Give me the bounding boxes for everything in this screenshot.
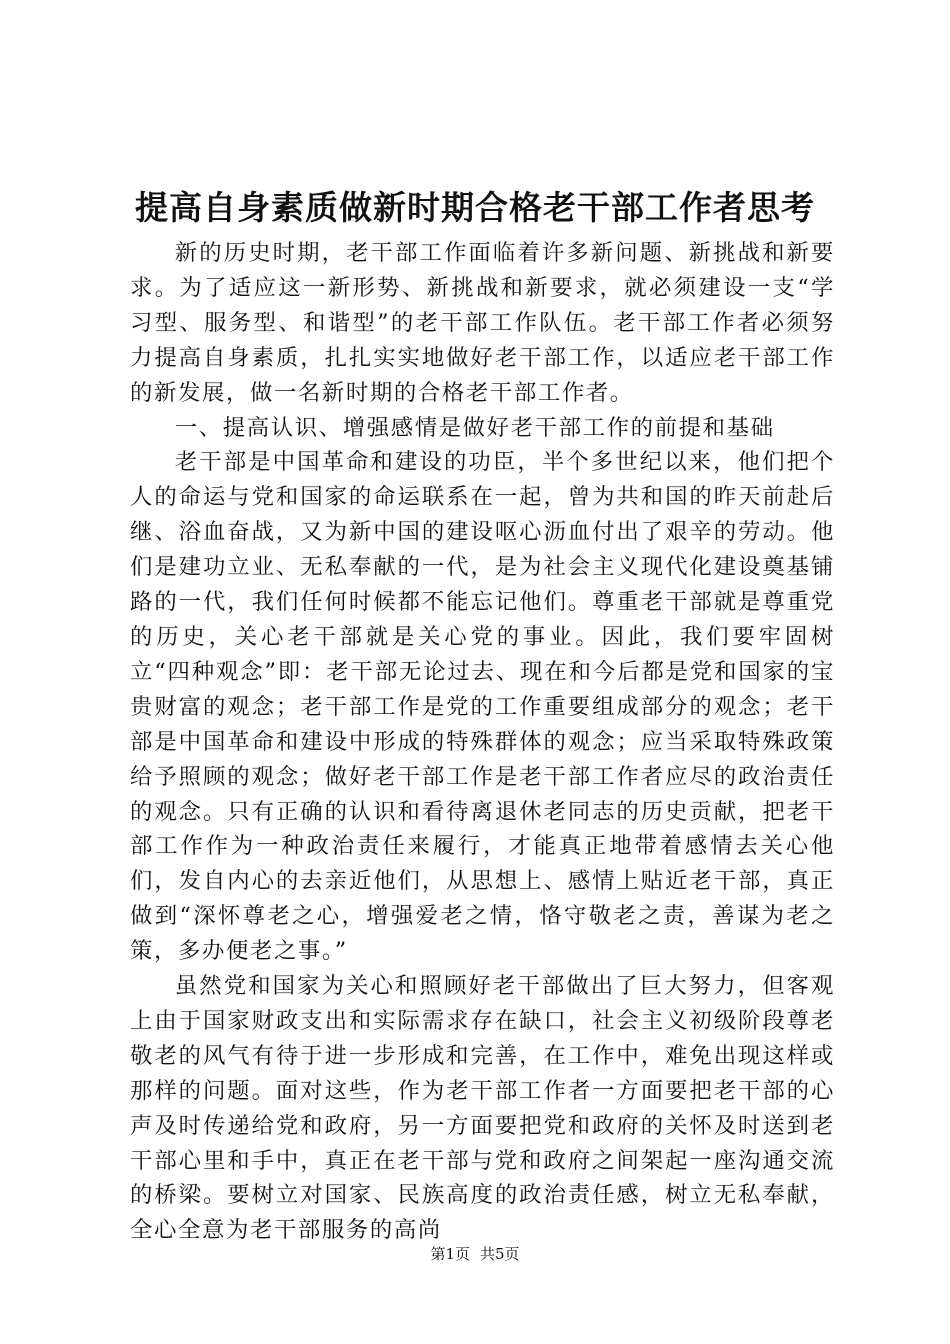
page-footer — [0, 1244, 950, 1264]
page-total: 共5页 — [480, 1245, 520, 1263]
section-heading: 一、提高认识、增强感情是做好老干部工作的前提和基础 — [174, 414, 775, 441]
paragraph-intro: 新的历史时期，老干部工作面临着许多新问题、新挑战和新要求。为了适应这一新形势、新挑战和新要求，就必须建设一支“学习型、服务型、和谐型”的老干部工作队伍。老干部工作者必须努力提高自身素质，扎扎实实地做好老干部工作，以适应老干部工作的新发展，做一名新时期的合格老干部工作者。 — [130, 240, 835, 406]
document-body — [130, 236, 835, 1248]
document-title: 提高自身素质做新时期合格老干部工作者思考 — [135, 188, 815, 227]
paragraph-section-one: 老干部是中国革命和建设的功臣，半个多世纪以来，他们把个人的命运与党和国家的命运联系在一起，曾为共和国的昨天前赴后继、浴血奋战，又为新中国的建设呕心沥血付出了艰辛的劳动。他们是建功立业、无私奉献的一代，是为社会主义现代化建设奠基铺路的一代，我们任何时候都不能忘记他们。尊重老干部就是尊重党的历史，关心老干部就是关心党的事业。因此，我们要牢固树立“四种观念”即：老干部无论过去、现在和今后都是党和国家的宝贵财富的观念；老干部工作是党的工作重要组成部分的观念；老干部是中国革命和建设中形成的特殊群体的观念；应当采取特殊政策给予照顾的观念；做好老干部工作是老干部工作者应尽的政治责任的观念。只有正确的认识和看待离退休老同志的历史贡献，把老干部工作作为一种政治责任来履行，才能真正地带着感情去关心他们，发自内心的去亲近他们，从思想上、感情上贴近老干部，真正做到“深怀尊老之心，增强爱老之情，恪守敬老之责，善谋为老之策，多办便老之事。” — [130, 449, 835, 965]
paragraph-bridge: 虽然党和国家为关心和照顾好老干部做出了巨大努力，但客观上由于国家财政支出和实际需求存在缺口，社会主义初级阶段尊老敬老的风气有待于进一步形成和完善，在工作中，难免出现这样或那样的问题。面对这些，作为老干部工作者一方面要把老干部的心声及时传递给党和政府，另一方面要把党和政府的关怀及时送到老干部心里和手中，真正在老干部与党和政府之间架起一座沟通交流的桥梁。要树立对国家、民族高度的政治责任感，树立无私奉献，全心全意为老干部服务的高尚 — [130, 973, 835, 1244]
page-number: 第1页 — [430, 1245, 470, 1263]
